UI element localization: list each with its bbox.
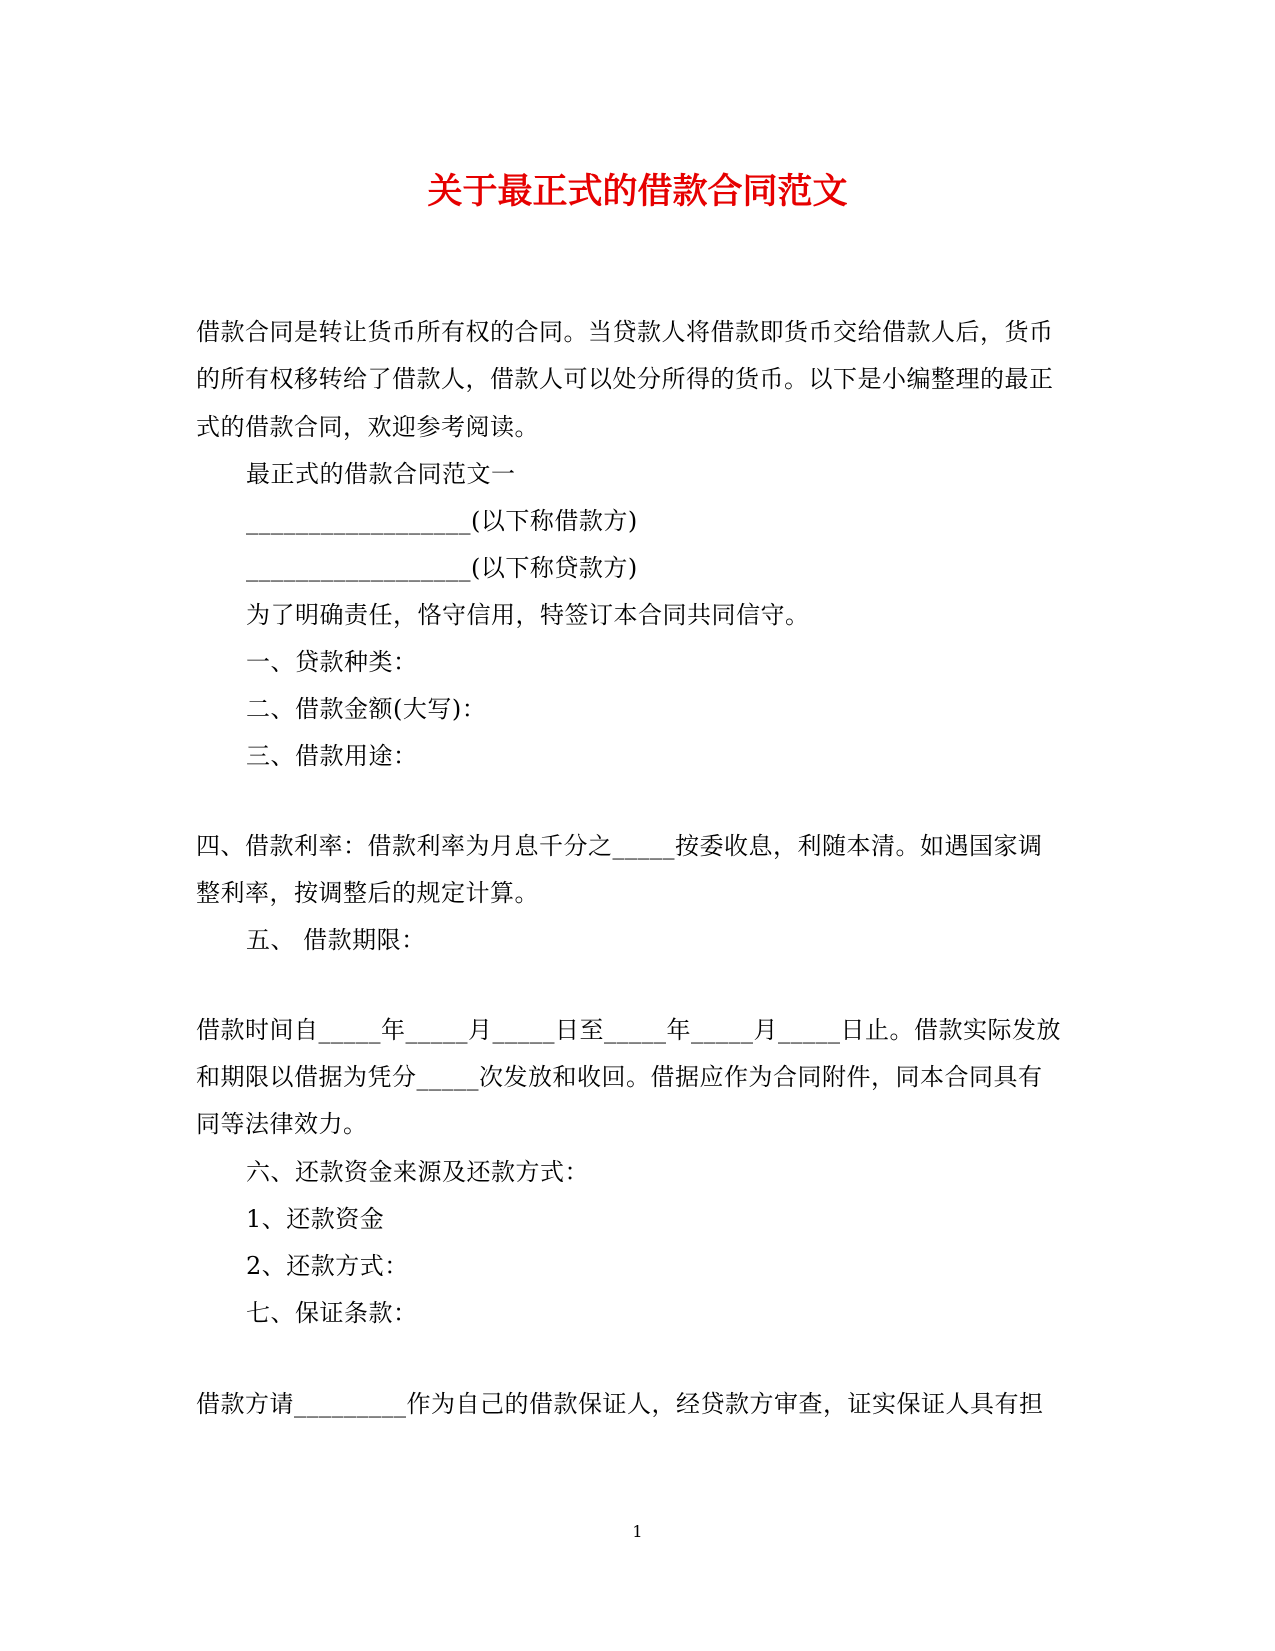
- intro-line-3: 式的借款合同，欢迎参考阅读。: [196, 413, 539, 441]
- guarantee-line-1: 借款方请_________作为自己的借款保证人，经贷款方审查，证实保证人具有担: [196, 1390, 1044, 1418]
- clause-6-item-1: 1、还款资金: [246, 1205, 385, 1233]
- clause-4-line-1: 四、借款利率：借款利率为月息千分之_____按委收息，利随本清。如遇国家调: [196, 832, 1043, 860]
- term-line-2: 和期限以借据为凭分_____次发放和收回。借据应作为合同附件，同本合同具有: [196, 1063, 1043, 1091]
- clause-4-line-2: 整利率，按调整后的规定计算。: [196, 879, 539, 907]
- clause-7: 七、保证条款：: [246, 1299, 418, 1327]
- intro-line-2: 的所有权移转给了借款人，借款人可以处分所得的货币。以下是小编整理的最正: [196, 365, 1054, 393]
- clause-5: 五、 借款期限：: [246, 926, 426, 954]
- document-title: 关于最正式的借款合同范文: [427, 172, 848, 212]
- lender-line: __________________(以下称贷款方): [246, 554, 638, 582]
- borrower-line: __________________(以下称借款方): [246, 507, 638, 535]
- intro-line-1: 借款合同是转让货币所有权的合同。当贷款人将借款即货币交给借款人后，货币: [196, 318, 1054, 346]
- clause-2: 二、借款金额(大写)：: [246, 695, 487, 723]
- section-heading: 最正式的借款合同范文一: [246, 460, 516, 488]
- preamble-line: 为了明确责任，恪守信用，特签订本合同共同信守。: [246, 601, 810, 629]
- clause-3: 三、借款用途：: [246, 742, 418, 770]
- page-number: 1: [632, 1522, 643, 1541]
- clause-6-item-2: 2、还款方式：: [246, 1252, 409, 1280]
- clause-1: 一、贷款种类：: [246, 648, 418, 676]
- clause-6: 六、还款资金来源及还款方式：: [246, 1158, 589, 1186]
- term-line-1: 借款时间自_____年_____月_____日至_____年_____月_____日止。借款实际发放: [196, 1016, 1061, 1044]
- term-line-3: 同等法律效力。: [196, 1110, 368, 1138]
